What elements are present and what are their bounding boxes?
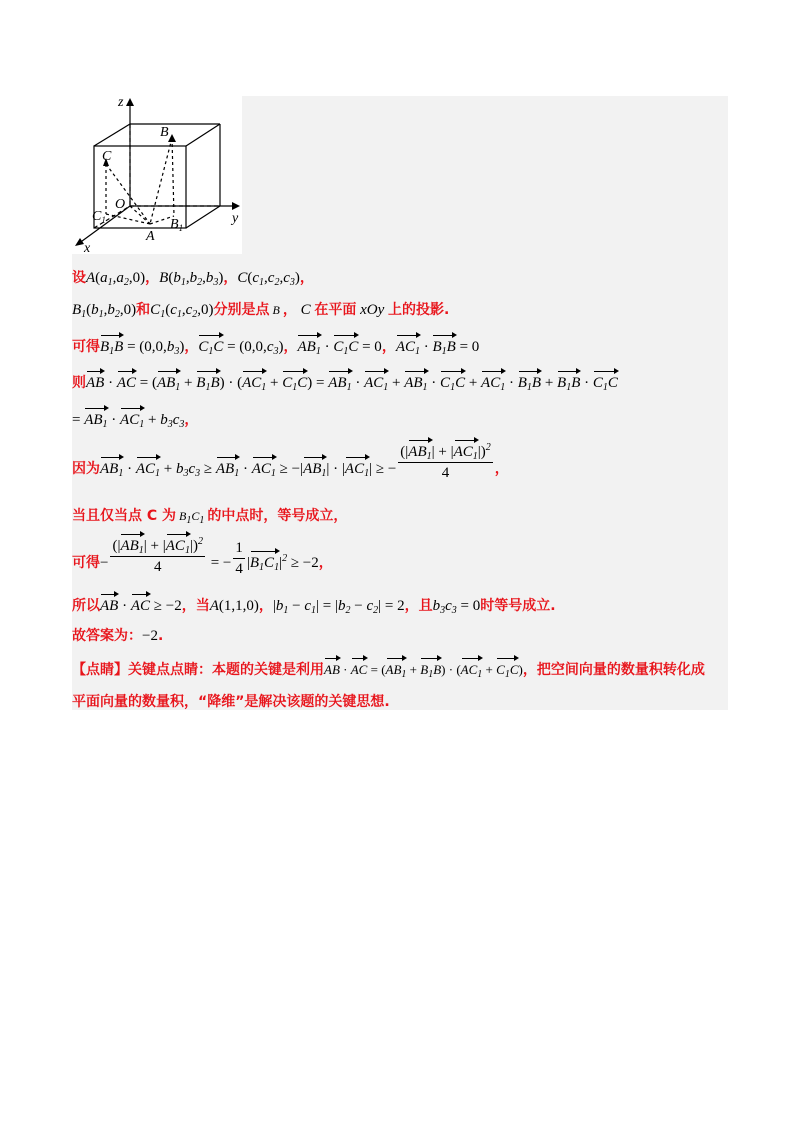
label-C: C	[102, 149, 112, 164]
line-3: 可得$B_1B = (0,0,b_3)$，$C_1C = (0,0,c_3)$，$AB_1 \cdot C_1C = 0$，$AC_1 \cdot B_1B = 0$	[72, 339, 480, 357]
label-x: x	[84, 241, 91, 254]
line-2: $B_1(b_1,b_2,0)$和$C_1(c_1,c_2,0)$分别是点 B ， C 在平面 xOy 上的投影.	[72, 302, 450, 320]
line-9: 所以AB · AC ≥ −2，当A(1,1,0)，$|b_1 - c_1| = |b_2 - c_2| = 2$，且$b_3c_3 = 0$时等号成立.	[72, 598, 556, 616]
cube-figure	[72, 96, 242, 254]
label-O: O	[115, 197, 126, 212]
label-A: A	[146, 229, 155, 244]
answer-value: −2	[142, 628, 158, 644]
label-z: z	[118, 96, 124, 110]
line-8: 可得− $\frac{(|AB_1| + |AC_1|)^2}{4}$ = − $\frac{1}{4}$ $|B_1C_1|^2 \ge -2$，	[72, 536, 333, 577]
line-11: 【点睛】关键点点睛：本题的关键是利用AB · AC = $(AB_1 + B_1B) \cdot (AC_1 + C_1C)$，把空间向量的数量积转化成	[72, 662, 705, 680]
label-y: y	[232, 211, 239, 226]
line-10: 故答案为：−2.	[72, 628, 164, 644]
line-4: 则AB · AC = $(AB_1 + B_1B) \cdot (AC_1 + C_1C) = AB_1 \cdot AC_1 + AB_1 \cdot C_1C + AC_1 \cdot B_1B + B_1B \cdot C_1C$	[72, 375, 618, 393]
line-1: 设$A(a_1,a_2,0)$，$B(b_1,b_2,b_3)$，$C(c_1,c_2,c_3)$，	[72, 270, 314, 288]
line-12: 平面向量的数量积，“降维”是解决该题的关键思想.	[72, 694, 390, 710]
line-7: 当且仅当点 C 为 $B_1C_1$ 的中点时，等号成立，	[72, 508, 348, 526]
label-B: B	[160, 125, 169, 140]
line-6: 因为$AB_1 \cdot AC_1 + b_3c_3 \ge AB_1 \cdot AC_1 \ge -|AB_1| \cdot |AC_1|$ ≥ − $\frac{(|AB_1| + |AC_1|)^2}{4}$ ，	[72, 442, 509, 481]
line-5: = $AB_1 \cdot AC_1 + b_3c_3$，	[72, 412, 199, 430]
label-C1: $C_1$	[92, 209, 106, 225]
cube-diagram	[72, 96, 242, 254]
label-B1: $B_1$	[170, 217, 184, 233]
